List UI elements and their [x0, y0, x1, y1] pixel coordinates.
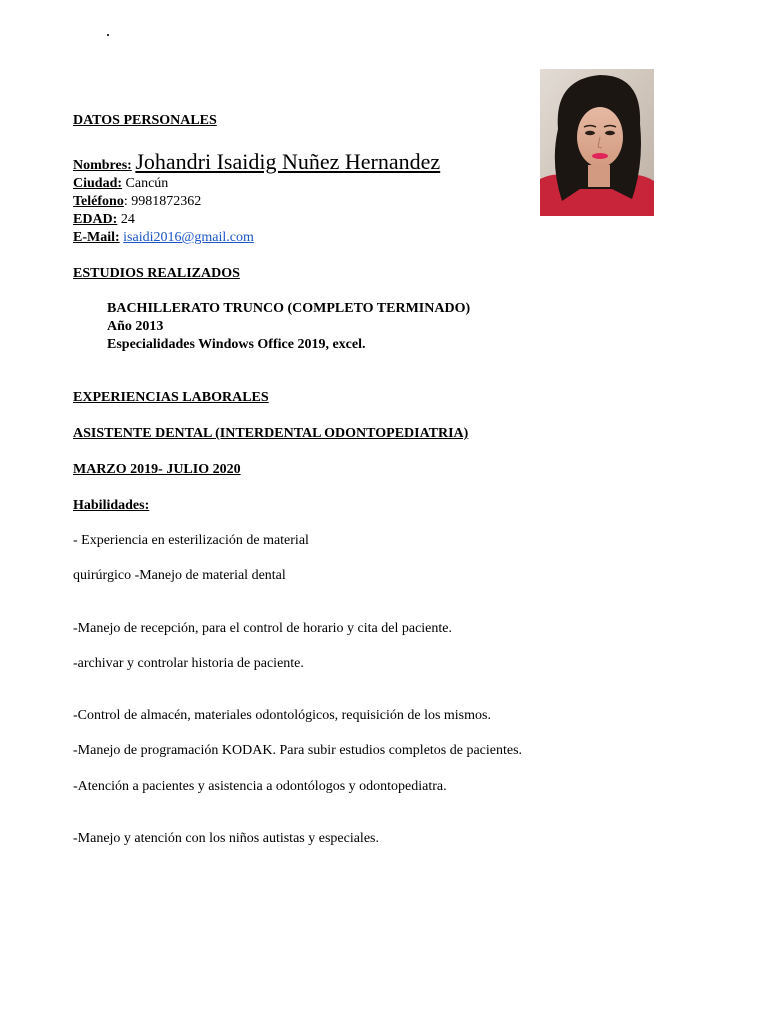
stray-dot-mark	[107, 34, 109, 36]
phone-line	[73, 194, 201, 210]
city-value: Cancún	[125, 176, 169, 191]
job-period: MARZO 2019- JULIO 2020	[73, 462, 241, 477]
personal-section-title: DATOS PERSONALES	[73, 113, 217, 128]
studies-line-degree: BACHILLERATO TRUNCO (COMPLETO TERMINADO)	[107, 301, 471, 316]
studies-section-title: ESTUDIOS REALIZADOS	[73, 266, 240, 281]
experience-section-title: EXPERIENCIAS LABORALES	[73, 390, 269, 405]
skill-item: -Control de almacén, materiales odontológicos, requisición de los mismos.	[73, 708, 491, 723]
age-label: EDAD:	[73, 212, 118, 227]
email-link[interactable]: isaidi2016@gmail.com	[123, 230, 254, 245]
skills-title: Habilidades:	[73, 498, 150, 513]
email-line	[73, 230, 254, 246]
skill-item: - Experiencia en esterilización de material	[73, 533, 309, 548]
job-title: ASISTENTE DENTAL (INTERDENTAL ODONTOPEDIATRIA)	[73, 426, 469, 441]
phone-value: : 9981872362	[123, 194, 202, 209]
email-label: E-Mail:	[73, 230, 120, 245]
skill-item: -archivar y controlar historia de paciente.	[73, 656, 304, 671]
age-value: 24	[120, 212, 135, 227]
skill-item: quirúrgico -Manejo de material dental	[73, 568, 286, 583]
studies-line-specialties: Especialidades Windows Office 2019, excel.	[107, 337, 366, 352]
skill-item: -Atención a pacientes y asistencia a odontólogos y odontopediatra.	[73, 779, 447, 794]
studies-line-year: Año 2013	[107, 319, 164, 334]
name-label: Nombres:	[73, 158, 132, 173]
skill-item: -Manejo de recepción, para el control de horario y cita del paciente.	[73, 621, 452, 636]
profile-photo-illustration	[540, 69, 654, 216]
phone-label: Teléfono	[73, 194, 124, 209]
name-value: Johandri Isaidig Nuñez Hernandez	[135, 149, 441, 174]
profile-photo	[540, 69, 654, 216]
name-line	[73, 150, 440, 178]
city-line	[73, 176, 168, 192]
city-label: Ciudad:	[73, 176, 123, 191]
skill-item: -Manejo y atención con los niños autistas y especiales.	[73, 831, 379, 846]
age-line	[73, 212, 135, 228]
skill-item: -Manejo de programación KODAK. Para subir estudios completos de pacientes.	[73, 743, 523, 758]
